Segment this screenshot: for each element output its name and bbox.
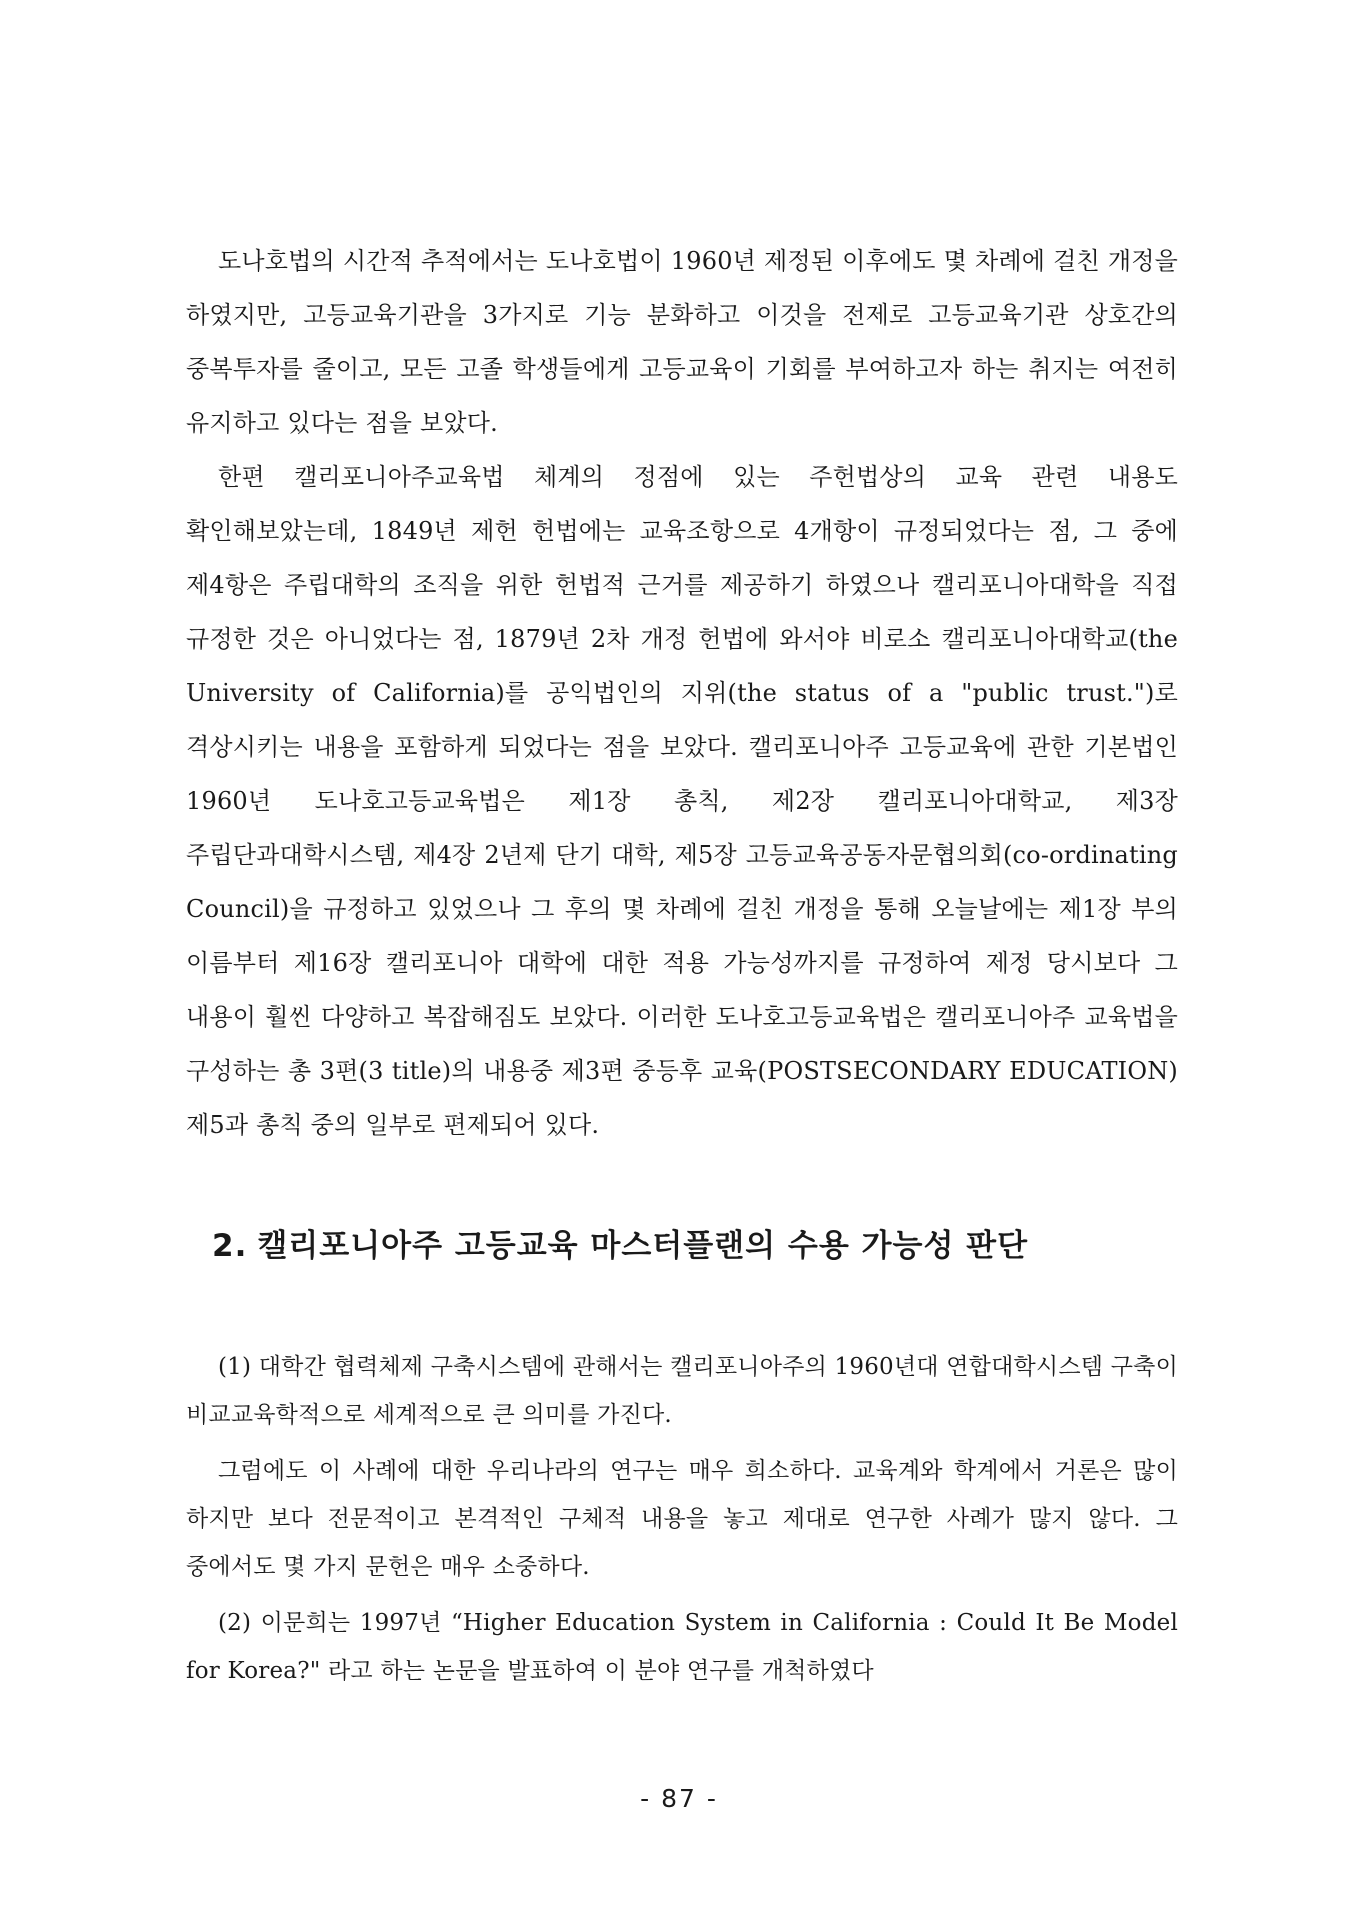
body-paragraph-3: (1) 대학간 협력체제 구축시스템에 관해서는 캘리포니아주의 1960년대 연합대학시스템 구축이 비교교육학적으로 세계적으로 큰 의미를 가진다. bbox=[186, 1354, 1178, 1428]
section-number: 2. bbox=[212, 1228, 248, 1264]
section-heading bbox=[212, 1220, 1028, 1265]
body-paragraph-5: (2) 이문희는 1997년 “Higher Education System in California : Could It Be Model for Korea?" 라고 하는 논문을 발표하여 이 분야 연구를 개척하였다 bbox=[186, 1610, 1178, 1684]
body-paragraph-1: 도나호법의 시간적 추적에서는 도나호법이 1960년 제정된 이후에도 몇 차례에 걸친 개정을 하였지만, 고등교육기관을 3가지로 기능 분화하고 이것을 전제로 고등교육기관 상호간의 중복투자를 줄이고, 모든 고졸 학생들에게 고등교육이 기회를 부여하고자 하는 취지는 여전히 유지하고 있다는 점을 보았다. bbox=[186, 247, 1178, 437]
body-paragraph-2: 한편 캘리포니아주교육법 체계의 정점에 있는 주헌법상의 교육 관련 내용도 확인해보았는데, 1849년 제헌 헌법에는 교육조항으로 4개항이 규정되었다는 점, 그 중에 제4항은 주립대학의 조직을 위한 헌법적 근거를 제공하기 하였으나 캘리포니아대학을 직접 규정한 것은 아니었다는 점, 1879년 2차 개정 헌법에 와서야 비로소 캘리포니아대학교(the University of California)를 공익법인의 지위(the status of a "public trust.")로 격상시키는 내용을 포함하게 되었다는 점을 보았다. 캘리포니아주 고등교육에 관한 기본법인 1960년 도나호고등교육법은 제1장 총칙, 제2장 캘리포니아대학교, 제3장 주립단과대학시스템, 제4장 2년제 단기 대학, 제5장 고등교육공동자문협의회(co-ordinating Council)을 규정하고 있었으나 그 후의 몇 차례에 걸친 개정을 통해 오늘날에는 제1장 부의 이름부터 제16장 캘리포니아 대학에 대한 적용 가능성까지를 규정하여 제정 당시보다 그 내용이 훨씬 다양하고 복잡해짐도 보았다. 이러한 도나호고등교육법은 캘리포니아주 교육법을 구성하는 총 3편(3 title)의 내용중 제3편 중등후 교육(POSTSECONDARY EDUCATION) 제5과 총칙 중의 일부로 편제되어 있다. bbox=[186, 463, 1178, 1139]
section-title: 캘리포니아주 고등교육 마스터플랜의 수용 가능성 판단 bbox=[257, 1228, 1029, 1264]
body-paragraph-4: 그럼에도 이 사례에 대한 우리나라의 연구는 매우 희소하다. 교육계와 학계에서 거론은 많이 하지만 보다 전문적이고 본격적인 구체적 내용을 놓고 제대로 연구한 사례가 많지 않다. 그 중에서도 몇 가지 문헌은 매우 소중하다. bbox=[186, 1458, 1178, 1580]
page-number: - 87 - bbox=[640, 1784, 718, 1813]
